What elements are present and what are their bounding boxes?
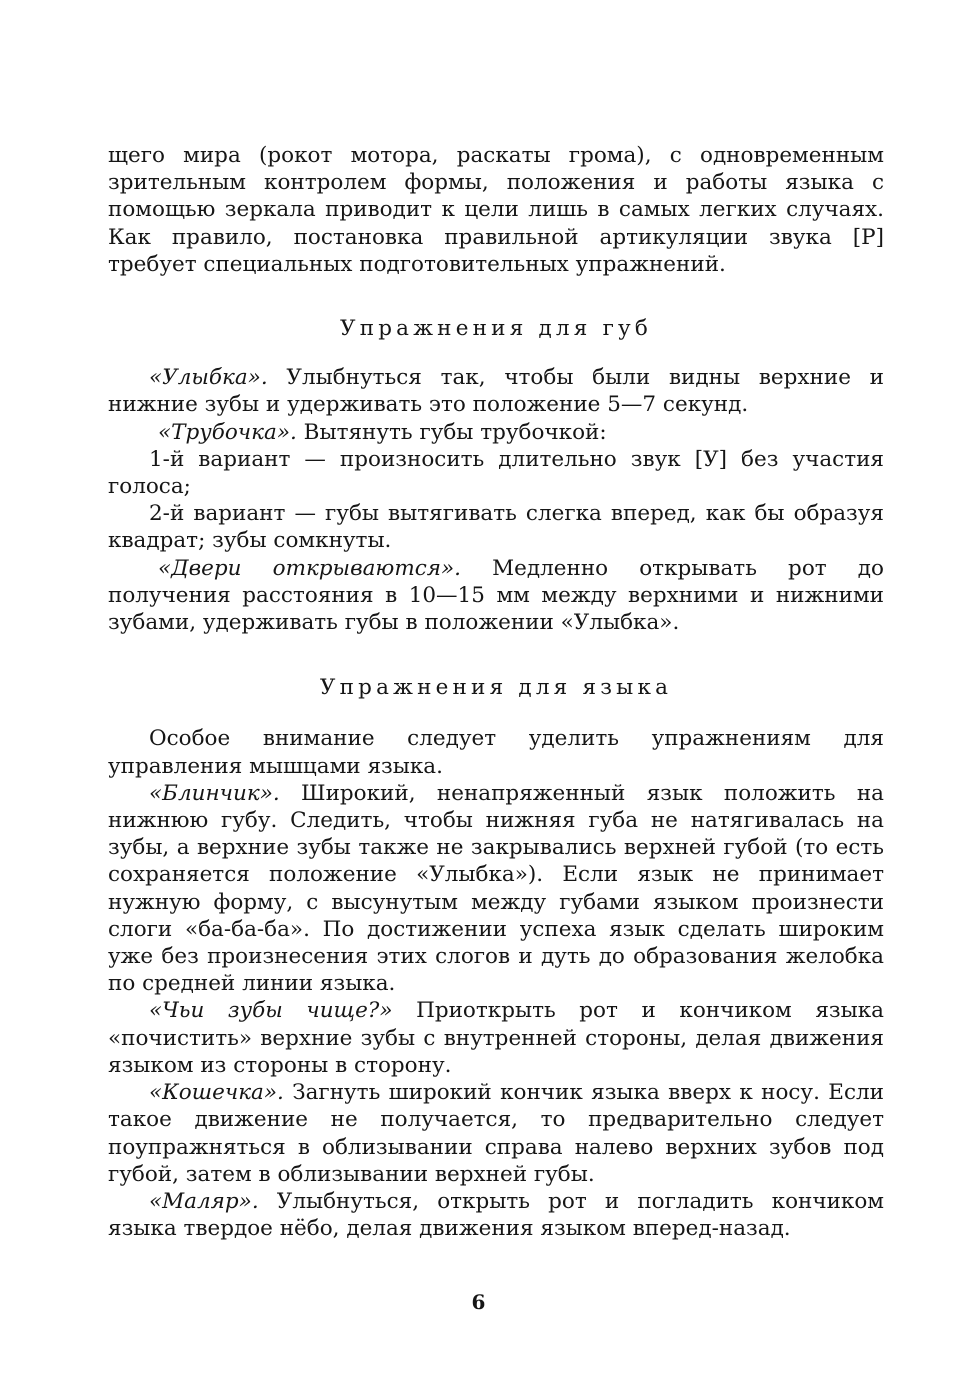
intro-paragraph: щего мира (рокот мотора, раскаты грома), с одновременным зрительным контролем формы, положения и работы языка с помощью зеркала приводит к цели лишь в самых легких случаях. Как правило, постановка правильной артикуляции звука [Р] требует специальных подготовительных упражнений. [108, 143, 884, 277]
exercise-term: «Блинчик». [149, 780, 280, 806]
page-number: 6 [471, 1290, 486, 1314]
exercise-term: «Трубочка». [158, 419, 297, 445]
exercise-term: «Чьи зубы чище?» [149, 998, 393, 1024]
exercise-doors [108, 555, 884, 637]
exercise-painter [108, 1188, 884, 1242]
exercise-text: Широкий, ненапряженный язык положить на нижнюю губу. Следить, чтобы нижняя губа не натягивалась на зубы, а верхние зубы также не закрывались верхней губой (то есть сохраняется положение «Улыбка»). Если язык не принимает нужную форму, с высунутым между губами языком произнести слоги «ба-ба-ба». По достижении успеха язык сделать широким уже без произнесения этих слогов и дуть до образования желобка по средней линии языка. [108, 780, 884, 997]
exercise-text: Загнуть широкий кончик языка вверх к носу. Если такое движение не получается, то предварительно следует поупражняться в облизывании справа налево верхних зубов под губой, затем в облизывании верхней губы. [108, 1080, 884, 1187]
section-heading-lips: Упражнения для губ [339, 316, 653, 342]
exercise-cat [108, 1079, 884, 1188]
exercise-text: Вытянуть губы трубочкой: [296, 419, 607, 445]
tongue-intro-paragraph: Особое внимание следует уделить упражнениям для управления мышцами языка. [108, 726, 884, 779]
exercise-pancake [108, 780, 884, 998]
exercise-text: Медленно открывать рот до получения расстояния в 10—15 мм между верхними и нижними зубами, удерживать губы в положении «Улыбка». [108, 555, 884, 636]
exercise-term: «Кошечка». [149, 1080, 284, 1106]
exercise-term: «Улыбка». [149, 365, 268, 391]
exercise-term: «Маляр». [149, 1188, 259, 1214]
exercise-smile [108, 364, 884, 418]
exercise-tube-variant-1: 1-й вариант — произносить длительно звук [У] без участия голоса; [108, 446, 884, 500]
exercise-term: «Двери открываются». [158, 555, 461, 581]
exercise-tube-variant-2: 2-й вариант — губы вытягивать слегка вперед, как бы образуя квадрат; зубы сомкнуты. [108, 501, 884, 554]
exercise-whose-teeth [108, 997, 884, 1079]
exercise-text: Улыбнуться, открыть рот и погладить кончиком языка твердое нёбо, делая движения языком вперед-назад. [108, 1188, 884, 1242]
exercise-tube [108, 419, 884, 446]
page-body [108, 142, 884, 1242]
exercise-text: Приоткрыть рот и кончиком языка «почистить» верхние зубы с внутренней стороны, делая движения языком из стороны в сторону. [108, 998, 884, 1078]
section-heading-tongue: Упражнения для языка [319, 675, 673, 701]
exercise-text: Улыбнуться так, чтобы были видны верхние и нижние зубы и удерживать это положение 5—7 секунд. [108, 365, 884, 418]
